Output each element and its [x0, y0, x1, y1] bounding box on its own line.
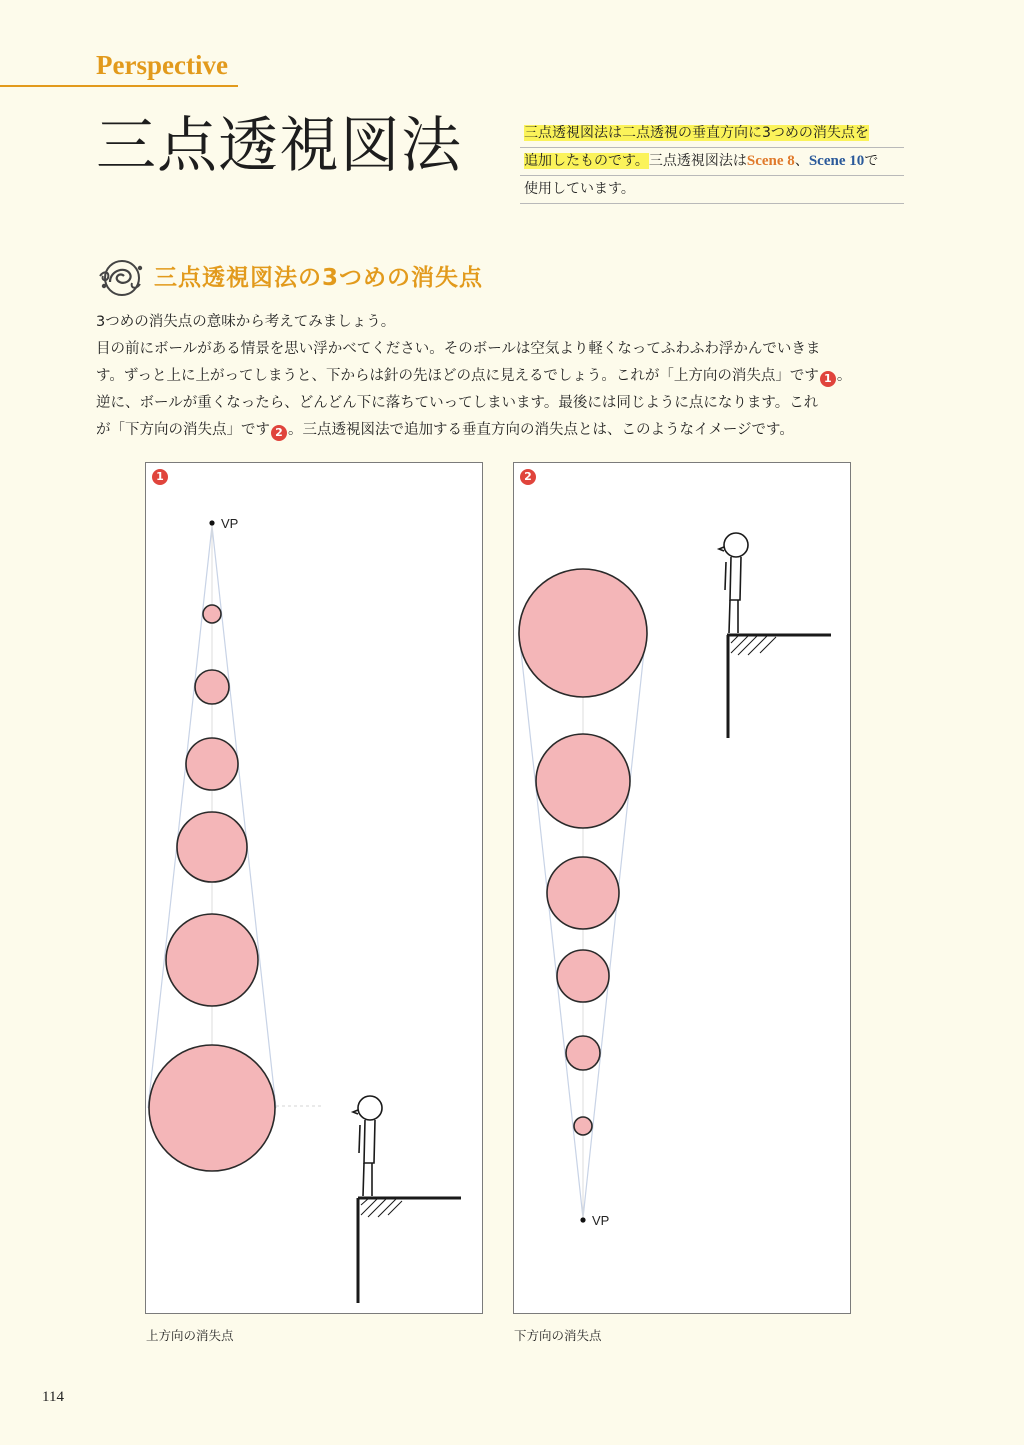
ornament-icon: [96, 256, 146, 300]
body-text: [96, 309, 911, 444]
vp-label: VP: [221, 516, 239, 531]
intro-tail: で: [864, 153, 879, 169]
body-text-segment: 。三点透視図法で追加する垂直方向の消失点とは、このようなイメージです。: [288, 422, 794, 438]
body-paragraph: [96, 417, 911, 444]
figure-2-caption: 下方向の消失点: [514, 1328, 602, 1343]
vp-label: VP: [592, 1213, 610, 1228]
figure-1-badge: 1: [152, 469, 168, 485]
figure-1-caption: 上方向の消失点: [146, 1328, 234, 1343]
figure-2-drawing: [514, 463, 852, 1315]
figure-2-badge: 2: [520, 469, 536, 485]
figure-downward-vp: [513, 462, 851, 1314]
person-icon: [353, 1096, 461, 1303]
kicker-rule: [0, 85, 238, 87]
section-heading: 三点透視図法の3つめの消失点: [154, 265, 484, 291]
body-paragraph: 逆に、ボールが重くなったら、どんどん下に落ちていってしまいます。最後には同じように点になります。これ: [96, 395, 819, 411]
person-icon: [719, 533, 831, 738]
body-text-segment: が「下方向の消失点」です: [96, 422, 270, 438]
scene-ref-1: Scene 8: [746, 153, 795, 169]
vp-dot-icon: [580, 1217, 585, 1222]
marker-2: 2: [271, 425, 287, 441]
section-kicker: Perspective: [96, 50, 228, 80]
figure-1-drawing: [146, 463, 484, 1315]
intro-box: [520, 120, 904, 204]
body-paragraph: [96, 363, 911, 390]
intro-separator: 、: [794, 153, 809, 169]
vp-dot-icon: [209, 520, 214, 525]
intro-line-1: [520, 120, 904, 148]
page-title: 三点透視図法: [96, 111, 462, 181]
body-text-segment: す。ずっと上に上がってしまうと、下からは針の先ほどの点に見えるでしょう。これが「上方向の消失点」です: [96, 368, 819, 384]
scene-ref-2: Scene 10: [808, 153, 865, 169]
marker-1: 1: [820, 371, 836, 387]
intro-line-3: [520, 176, 904, 204]
body-paragraph: 3つめの消失点の意味から考えてみましょう。: [96, 314, 396, 330]
body-paragraph: 目の前にボールがある情景を思い浮かべてください。そのボールは空気より軽くなってふわふわ浮かんでいきま: [96, 341, 821, 357]
intro-text: 三点透視図法は: [648, 153, 747, 169]
intro-line-1-text: 三点透視図法は二点透視の垂直方向に3つめの消失点を: [524, 125, 869, 141]
figure-upward-vp: [145, 462, 483, 1314]
intro-line-3-text: 使用しています。: [524, 181, 635, 197]
page-number: 114: [42, 1389, 64, 1405]
intro-highlight: 追加したものです。: [524, 153, 649, 169]
body-text-segment: 。: [836, 368, 852, 384]
intro-line-2: [520, 148, 904, 176]
